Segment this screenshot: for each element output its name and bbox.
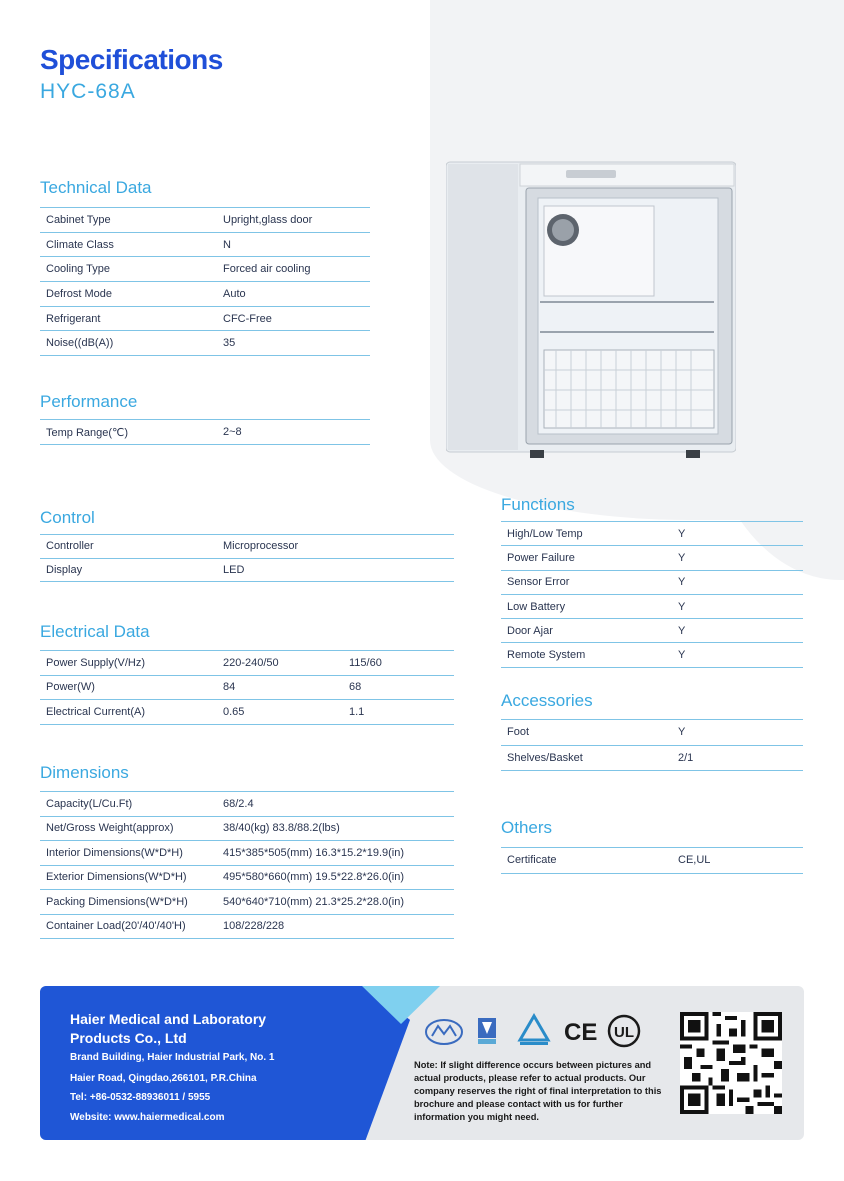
certification-logos	[424, 1012, 654, 1050]
spec-label: Net/Gross Weight(approx)	[40, 816, 217, 841]
spec-value: N	[217, 232, 370, 257]
spec-value: 84	[217, 675, 343, 700]
spec-value: CFC-Free	[217, 306, 370, 331]
ul-mark-icon	[609, 1016, 639, 1046]
control-table	[40, 534, 454, 582]
spec-label: Low Battery	[501, 594, 672, 618]
spec-value: 2/1	[672, 745, 803, 771]
dimensions-table	[40, 791, 454, 939]
spec-value: 115/60	[343, 651, 454, 676]
spec-label: Sensor Error	[501, 570, 672, 594]
spec-value: Auto	[217, 282, 370, 307]
table-row	[40, 282, 370, 307]
spec-label: Temp Range(℃)	[40, 420, 217, 445]
spec-label: Remote System	[501, 643, 672, 667]
table-row	[40, 420, 370, 445]
spec-value: 220-240/50	[217, 651, 343, 676]
spec-value: 0.65	[217, 700, 343, 725]
others-heading: Others	[501, 818, 553, 837]
table-row	[40, 865, 454, 890]
technical-data-table	[40, 207, 370, 356]
refrigerator-image	[446, 160, 736, 460]
spec-label: Interior Dimensions(W*D*H)	[40, 841, 217, 866]
table-row	[501, 720, 803, 746]
table-row	[40, 816, 454, 841]
table-row	[501, 522, 803, 546]
spec-label: Power Supply(V/Hz)	[40, 651, 217, 676]
spec-value: Y	[672, 570, 803, 594]
table-row	[40, 914, 454, 939]
spec-label: Display	[40, 558, 217, 582]
technical-data-heading: Technical Data	[40, 178, 152, 197]
spec-label: Refrigerant	[40, 306, 217, 331]
table-row	[501, 546, 803, 570]
spec-value: CE,UL	[672, 848, 803, 874]
spec-value: Y	[672, 546, 803, 570]
spec-label: Shelves/Basket	[501, 745, 672, 771]
functions-table	[501, 521, 803, 668]
performance-table	[40, 419, 370, 445]
disclaimer-note: Note: If slight difference occurs between pictures and actual products, please refer to actual products. Our company reserves the right of final interpretation to this brochure and please contact with us for further information you might need.	[414, 1060, 662, 1122]
dimensions-heading: Dimensions	[40, 763, 129, 782]
spec-value: 1.1	[343, 700, 454, 725]
spec-label: Electrical Current(A)	[40, 700, 217, 725]
table-row	[40, 535, 454, 559]
spec-value: Y	[672, 619, 803, 643]
others-table	[501, 847, 803, 874]
electrical-data-table	[40, 650, 454, 725]
spec-label: Container Load(20'/40'/40'H)	[40, 914, 217, 939]
table-row	[40, 651, 454, 676]
spec-value: 495*580*660(mm) 19.5*22.8*26.0(in)	[217, 865, 454, 890]
spec-value: Y	[672, 720, 803, 746]
address-line1: Brand Building, Haier Industrial Park, No. 1	[70, 1052, 275, 1063]
ce-mark-icon: CE	[564, 1019, 598, 1046]
table-row	[501, 594, 803, 618]
spec-value: Upright,glass door	[217, 208, 370, 233]
spec-value: Forced air cooling	[217, 257, 370, 282]
spec-label: High/Low Temp	[501, 522, 672, 546]
spec-label: Defrost Mode	[40, 282, 217, 307]
spec-label: Capacity(L/Cu.Ft)	[40, 792, 217, 817]
spec-value: 2~8	[217, 420, 370, 445]
spec-label: Door Ajar	[501, 619, 672, 643]
table-row	[40, 331, 370, 356]
accessories-heading: Accessories	[501, 691, 593, 710]
website-link[interactable]: Website: www.haiermedical.com	[70, 1112, 225, 1123]
table-row	[40, 232, 370, 257]
spec-label: Cooling Type	[40, 257, 217, 282]
table-row	[40, 890, 454, 915]
model-number: HYC-68A	[40, 80, 136, 103]
table-row	[40, 257, 370, 282]
table-row	[501, 619, 803, 643]
performance-heading: Performance	[40, 392, 138, 411]
address-line2: Haier Road, Qingdao,266101, P.R.China	[70, 1073, 257, 1084]
spec-label: Foot	[501, 720, 672, 746]
spec-label: Climate Class	[40, 232, 217, 257]
spec-value: 68	[343, 675, 454, 700]
telephone: Tel: +86-0532-88936011 / 5955	[70, 1092, 211, 1103]
spec-value: Microprocessor	[217, 535, 454, 559]
spec-label: Certificate	[501, 848, 672, 874]
table-row	[501, 643, 803, 667]
spec-label: Packing Dimensions(W*D*H)	[40, 890, 217, 915]
spec-value: Y	[672, 594, 803, 618]
qr-code-icon[interactable]	[680, 1012, 782, 1114]
table-row	[501, 745, 803, 771]
table-row	[501, 848, 803, 874]
spec-value: Y	[672, 643, 803, 667]
spec-value: 68/2.4	[217, 792, 454, 817]
spec-value: 38/40(kg) 83.8/88.2(lbs)	[217, 816, 454, 841]
spec-value: 35	[217, 331, 370, 356]
table-row	[40, 841, 454, 866]
table-row	[40, 208, 370, 233]
company-name-line2: Products Co., Ltd	[70, 1030, 187, 1046]
control-heading: Control	[40, 508, 95, 527]
table-row	[501, 570, 803, 594]
spec-label: Controller	[40, 535, 217, 559]
svg-text:UL: UL	[614, 1024, 634, 1041]
table-row	[40, 558, 454, 582]
spec-label: Power(W)	[40, 675, 217, 700]
mc-logo-icon	[426, 1020, 462, 1044]
table-row	[40, 792, 454, 817]
spec-value: 540*640*710(mm) 21.3*25.2*28.0(in)	[217, 890, 454, 915]
spec-label: Noise((dB(A))	[40, 331, 217, 356]
spec-value: Y	[672, 522, 803, 546]
spec-label: Power Failure	[501, 546, 672, 570]
table-row	[40, 306, 370, 331]
accessories-table	[501, 719, 803, 771]
tuv-triangle-icon	[520, 1016, 548, 1045]
company-name-line1: Haier Medical and Laboratory	[70, 1011, 267, 1027]
spec-value: 415*385*505(mm) 16.3*15.2*19.9(in)	[217, 841, 454, 866]
electrical-data-heading: Electrical Data	[40, 622, 150, 641]
spec-value: 108/228/228	[217, 914, 454, 939]
page-title: Specifications	[40, 44, 223, 75]
spec-label: Exterior Dimensions(W*D*H)	[40, 865, 217, 890]
table-row	[40, 675, 454, 700]
functions-heading: Functions	[501, 495, 575, 514]
spec-label: Cabinet Type	[40, 208, 217, 233]
quality-mark-icon	[478, 1018, 496, 1044]
spec-value: LED	[217, 558, 454, 582]
company-name	[70, 1010, 370, 1048]
table-row	[40, 700, 454, 725]
